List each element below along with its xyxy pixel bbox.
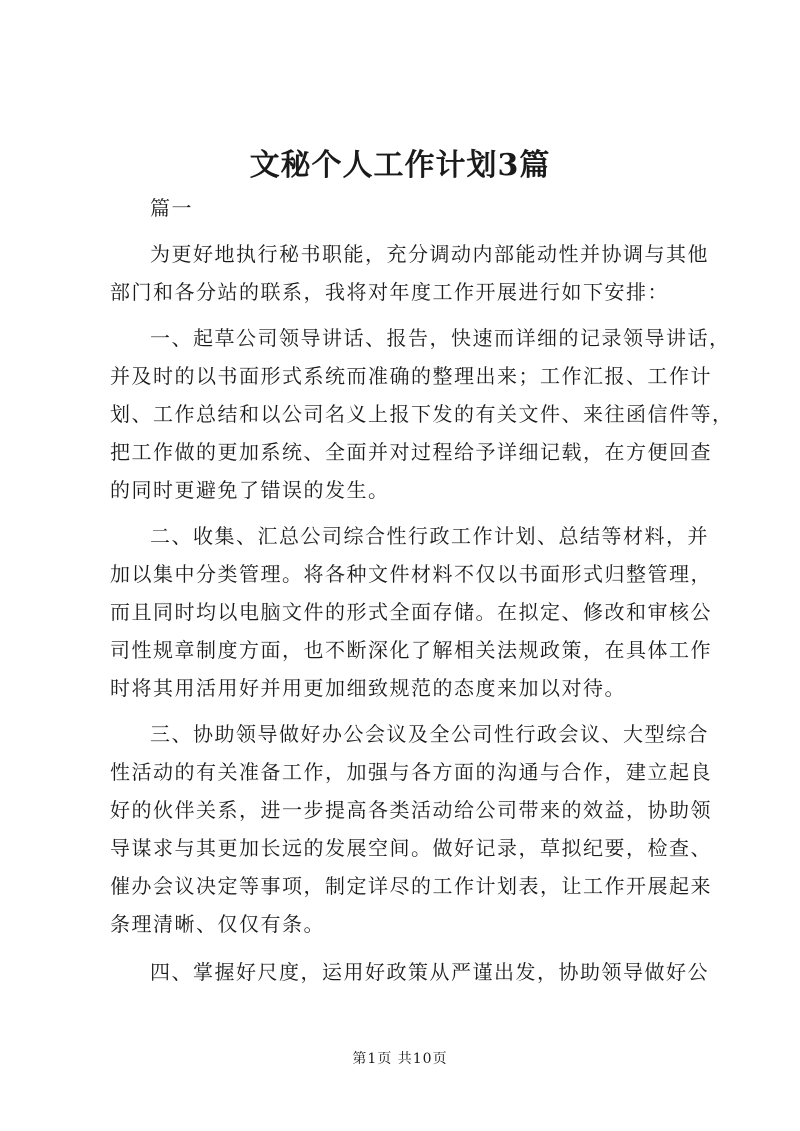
paragraph-line: 三、协助领导做好办公会议及全公司性行政会议、大型综合: [150, 722, 709, 746]
paragraph-line: 的同时更避免了错误的发生。: [110, 478, 390, 502]
paragraph-line: 并及时的以书面形式系统而准确的整理出来；工作汇报、工作计: [110, 364, 712, 388]
paragraph-line: 司性规章制度方面，也不断深化了解相关法规政策，在具体工作: [110, 638, 712, 662]
paragraph-line: 二、收集、汇总公司综合性行政工作计划、总结等材料，并: [150, 524, 709, 548]
section-label: 篇一: [150, 196, 193, 220]
paragraph-line: 导谋求与其更加长远的发展空间。做好记录，草拟纪要，检查、: [110, 836, 712, 860]
paragraph-line: 催办会议决定等事项，制定详尽的工作计划表，让工作开展起来: [110, 874, 712, 898]
paragraph-line: 四、掌握好尺度，运用好政策从严谨出发，协助领导做好公: [150, 960, 709, 984]
paragraph-line: 一、起草公司领导讲话、报告，快速而详细的记录领导讲话，: [150, 326, 731, 350]
paragraph-line: 划、工作总结和以公司名义上报下发的有关文件、来往函信件等，: [110, 402, 734, 426]
document-title: 文秘个人工作计划3篇: [249, 148, 551, 183]
paragraph-line: 而且同时均以电脑文件的形式全面存储。在拟定、修改和审核公: [110, 600, 712, 624]
paragraph-line: 加以集中分类管理。将各种文件材料不仅以书面形式归整管理，: [110, 562, 712, 586]
paragraph-line: 时将其用活用好并用更加细致规范的态度来加以对待。: [110, 676, 626, 700]
paragraph-line: 性活动的有关准备工作，加强与各方面的沟通与合作，建立起良: [110, 760, 712, 784]
paragraph-line: 把工作做的更加系统、全面并对过程给予详细记载，在方便回查: [110, 440, 712, 464]
paragraph-line: 为更好地执行秘书职能，充分调动内部能动性并协调与其他: [150, 242, 709, 266]
paragraph-line: 条理清晰、仅仅有条。: [110, 912, 325, 936]
page-footer: 第1页 共10页: [352, 1051, 448, 1067]
paragraph-line: 好的伙伴关系，进一步提高各类活动给公司带来的效益，协助领: [110, 798, 712, 822]
paragraph-line: 部门和各分站的联系，我将对年度工作开展进行如下安排：: [110, 280, 669, 304]
